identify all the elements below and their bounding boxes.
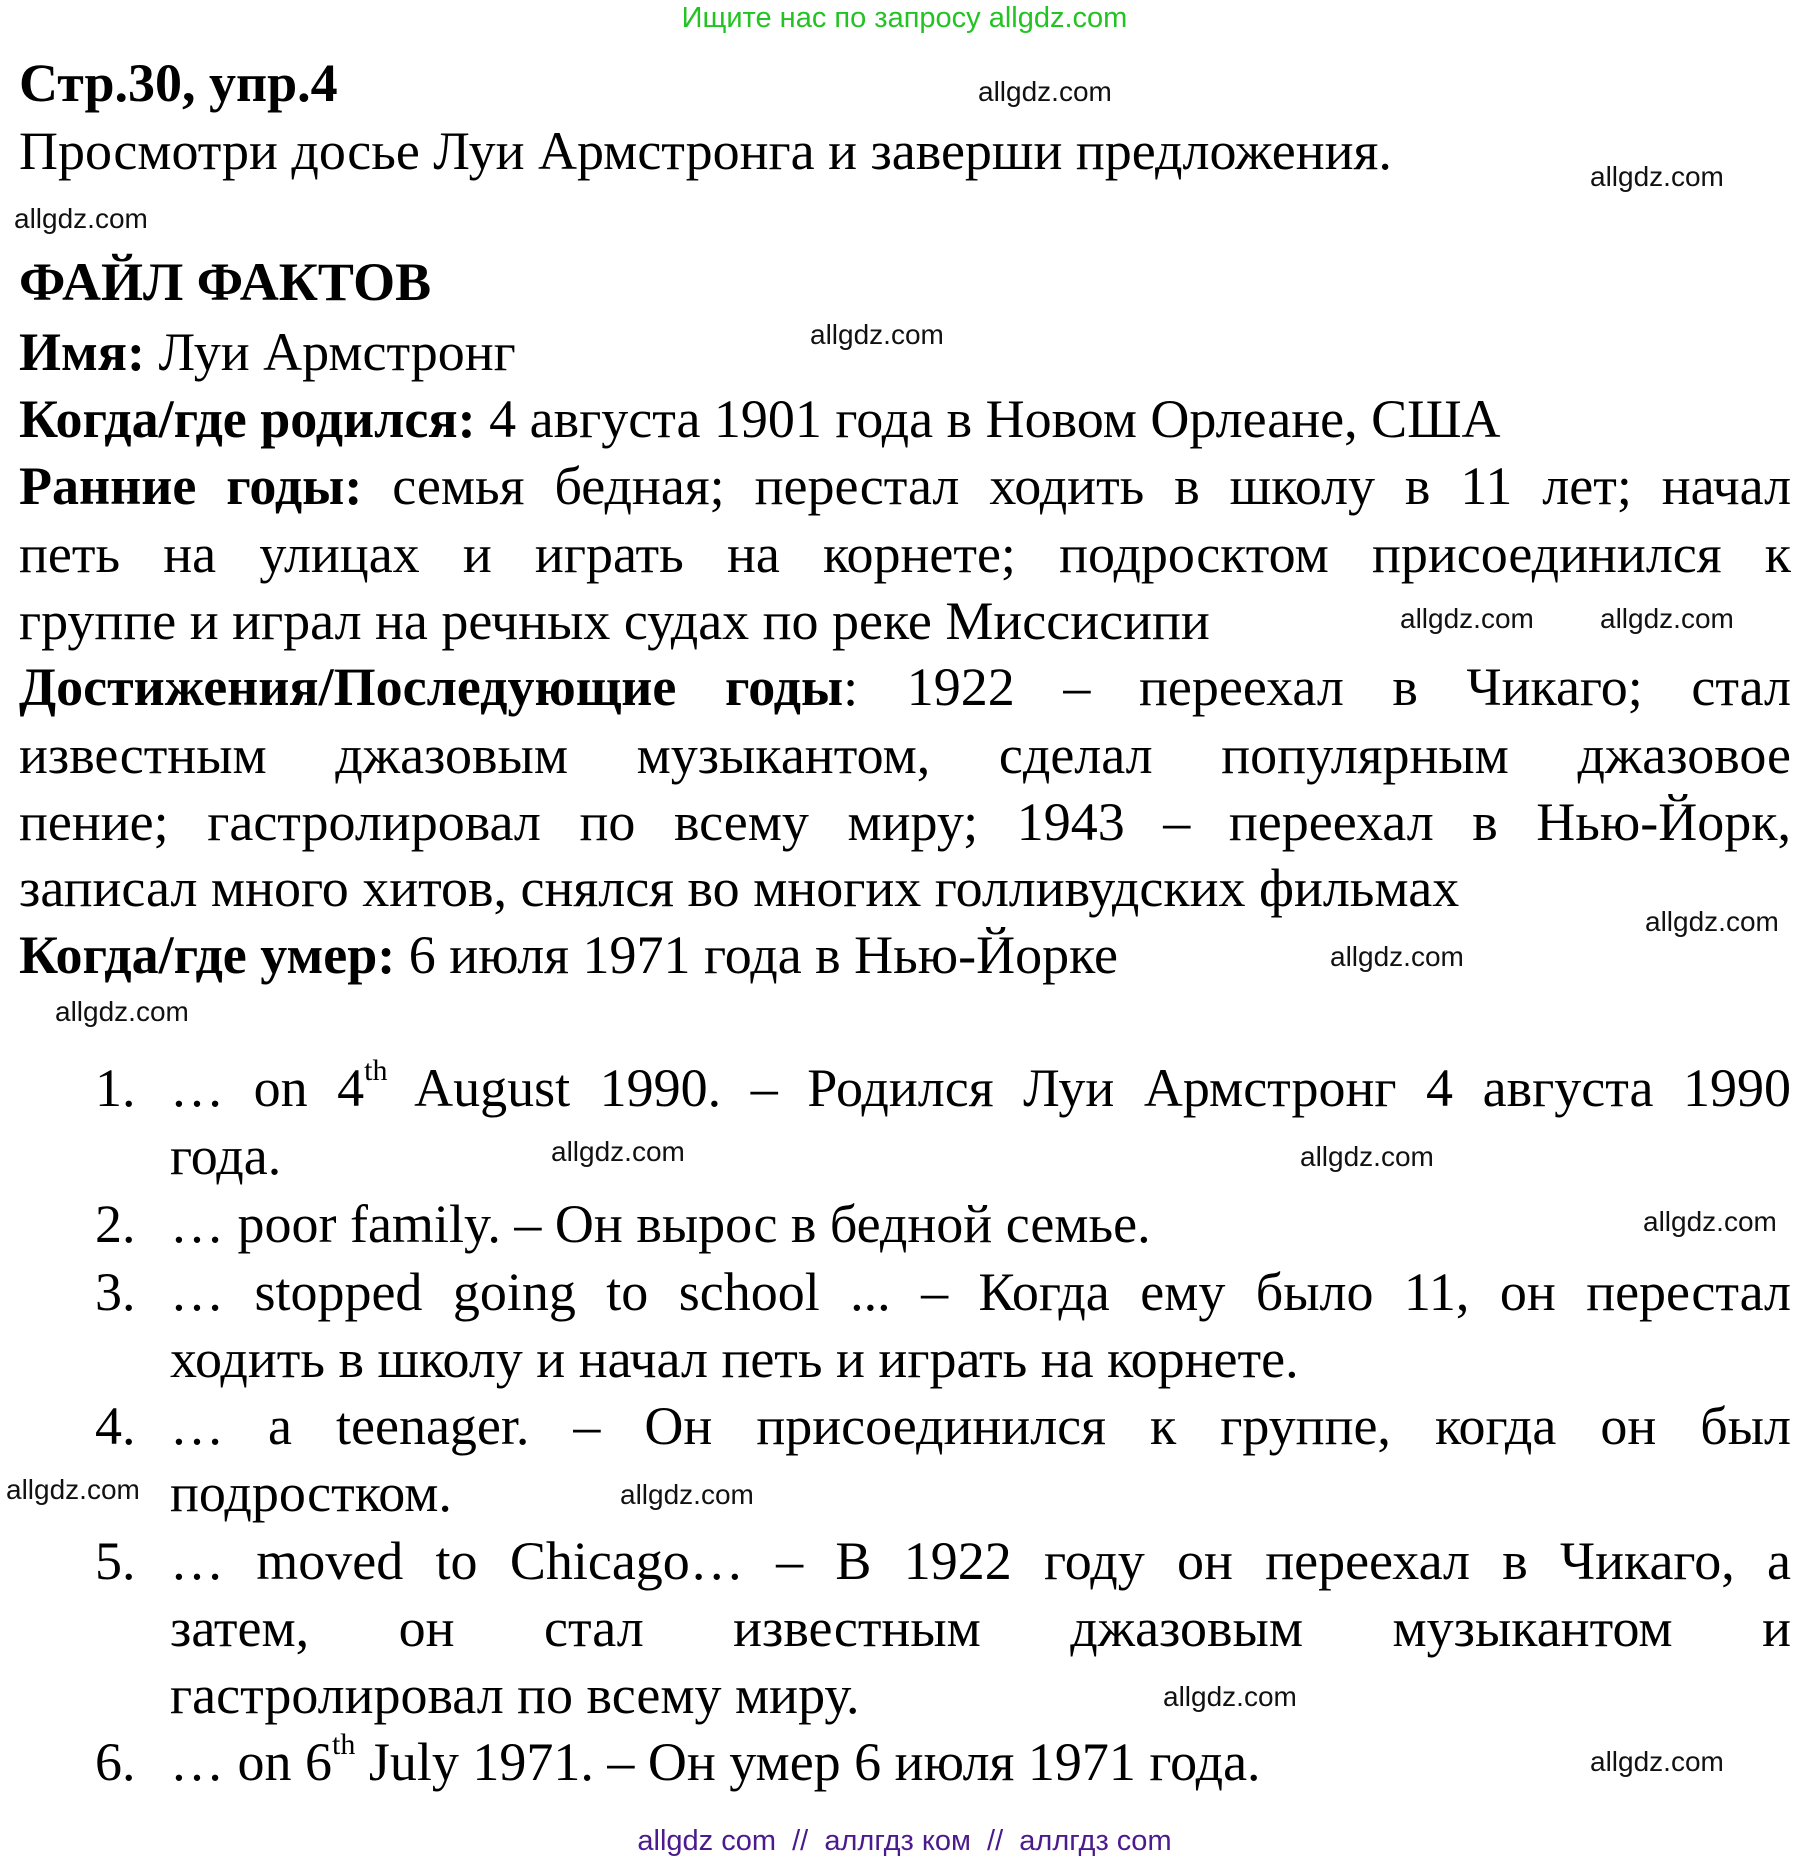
fact-label: Когда/где родился: bbox=[19, 389, 476, 449]
watermark: allgdz.com bbox=[1163, 1681, 1297, 1712]
watermark: allgdz.com bbox=[978, 76, 1112, 107]
answer-line: ходить в школу и начал петь и играть на корнете. bbox=[170, 1329, 1299, 1389]
fact-died bbox=[19, 927, 1118, 983]
watermark: allgdz.com bbox=[1645, 906, 1779, 937]
answer-line: года. bbox=[170, 1126, 282, 1186]
answer-number: 1. bbox=[95, 1058, 136, 1118]
fact-label: Имя: bbox=[19, 322, 145, 382]
fact-label: Ранние годы: bbox=[19, 456, 363, 516]
answer-line bbox=[170, 1728, 1261, 1792]
answer-number: 2. bbox=[95, 1194, 136, 1254]
fact-file-heading: ФАЙЛ ФАКТОВ bbox=[19, 252, 432, 312]
watermark: allgdz.com bbox=[55, 996, 189, 1027]
answer-line: затем, он стал известным джазовым музыкантом и bbox=[170, 1598, 1791, 1658]
instruction: Просмотри досье Луи Армстронга и заверши предложения. bbox=[19, 121, 1392, 181]
fact-label: Когда/где умер: bbox=[19, 925, 396, 985]
answer-line: … poor family. – Он вырос в бедной семье. bbox=[170, 1194, 1151, 1254]
answer-text: July 1971. – Он умер 6 июля 1971 года. bbox=[355, 1732, 1261, 1792]
answer-number: 4. bbox=[95, 1396, 136, 1456]
fact-value: 6 июля 1971 года в Нью-Йорке bbox=[395, 925, 1118, 985]
answer-line: … moved to Chicago… – В 1922 году он переехал в Чикаго, а bbox=[170, 1531, 1791, 1591]
fact-value: : 1922 – переехал в Чикаго; стал bbox=[843, 657, 1791, 717]
watermark: allgdz.com bbox=[1300, 1141, 1434, 1172]
watermark: allgdz.com bbox=[6, 1474, 140, 1505]
fact-label: Достижения/Последующие годы bbox=[19, 657, 844, 717]
fact-name bbox=[19, 324, 516, 380]
fact-born bbox=[19, 391, 1501, 447]
answer-number: 6. bbox=[95, 1732, 136, 1792]
answer-line: … a teenager. – Он присоединился к группе, когда он был bbox=[170, 1396, 1791, 1456]
watermark: allgdz.com bbox=[1330, 941, 1464, 972]
answer-line: гастролировал по всему миру. bbox=[170, 1665, 860, 1725]
answer-text: August 1990. – Родился Луи Армстронг 4 августа 1990 bbox=[387, 1058, 1791, 1118]
watermark: allgdz.com bbox=[1643, 1206, 1777, 1237]
fact-achievements-line: пение; гастролировал по всему миру; 1943 – переехал в Нью-Йорк, bbox=[19, 792, 1791, 852]
fact-achievements-line: известным джазовым музыкантом, сделал популярным джазовое bbox=[19, 725, 1791, 785]
fact-value: семья бедная; перестал ходить в школу в 11 лет; начал bbox=[362, 456, 1792, 516]
watermark: allgdz.com bbox=[14, 203, 148, 234]
exercise-title: Стр.30, упр.4 bbox=[19, 53, 338, 113]
fact-early-line: группе и играл на речных судах по реке Миссисипи bbox=[19, 591, 1210, 651]
watermark: allgdz.com bbox=[551, 1136, 685, 1167]
search-banner: Ищите нас по запросу allgdz.com bbox=[681, 2, 1128, 34]
fact-value: Луи Армстронг bbox=[144, 322, 516, 382]
footer-banner: allgdz com // аллгдз ком // аллгдз com bbox=[637, 1825, 1172, 1857]
watermark: allgdz.com bbox=[1590, 1746, 1724, 1777]
answer-text: … on 6 bbox=[170, 1732, 332, 1792]
watermark: allgdz.com bbox=[1600, 603, 1734, 634]
fact-achievements-line bbox=[19, 659, 1791, 715]
watermark: allgdz.com bbox=[810, 319, 944, 350]
watermark: allgdz.com bbox=[1590, 161, 1724, 192]
answer-number: 3. bbox=[95, 1262, 136, 1322]
superscript: th bbox=[364, 1054, 388, 1087]
fact-achievements-line: записал много хитов, снялся во многих голливудских фильмах bbox=[19, 858, 1460, 918]
answer-line: … stopped going to school ... – Когда ему было 11, он перестал bbox=[170, 1262, 1791, 1322]
superscript: th bbox=[332, 1728, 356, 1761]
watermark: allgdz.com bbox=[1400, 603, 1534, 634]
answer-line bbox=[170, 1054, 1791, 1118]
watermark: allgdz.com bbox=[620, 1479, 754, 1510]
fact-early-line bbox=[19, 458, 1791, 514]
fact-value: 4 августа 1901 года в Новом Орлеане, США bbox=[475, 389, 1501, 449]
answer-line: подростком. bbox=[170, 1463, 452, 1523]
answer-text: … on 4 bbox=[170, 1058, 365, 1118]
fact-early-line: петь на улицах и играть на корнете; подросктом присоединился к bbox=[19, 524, 1791, 584]
answer-number: 5. bbox=[95, 1531, 136, 1591]
